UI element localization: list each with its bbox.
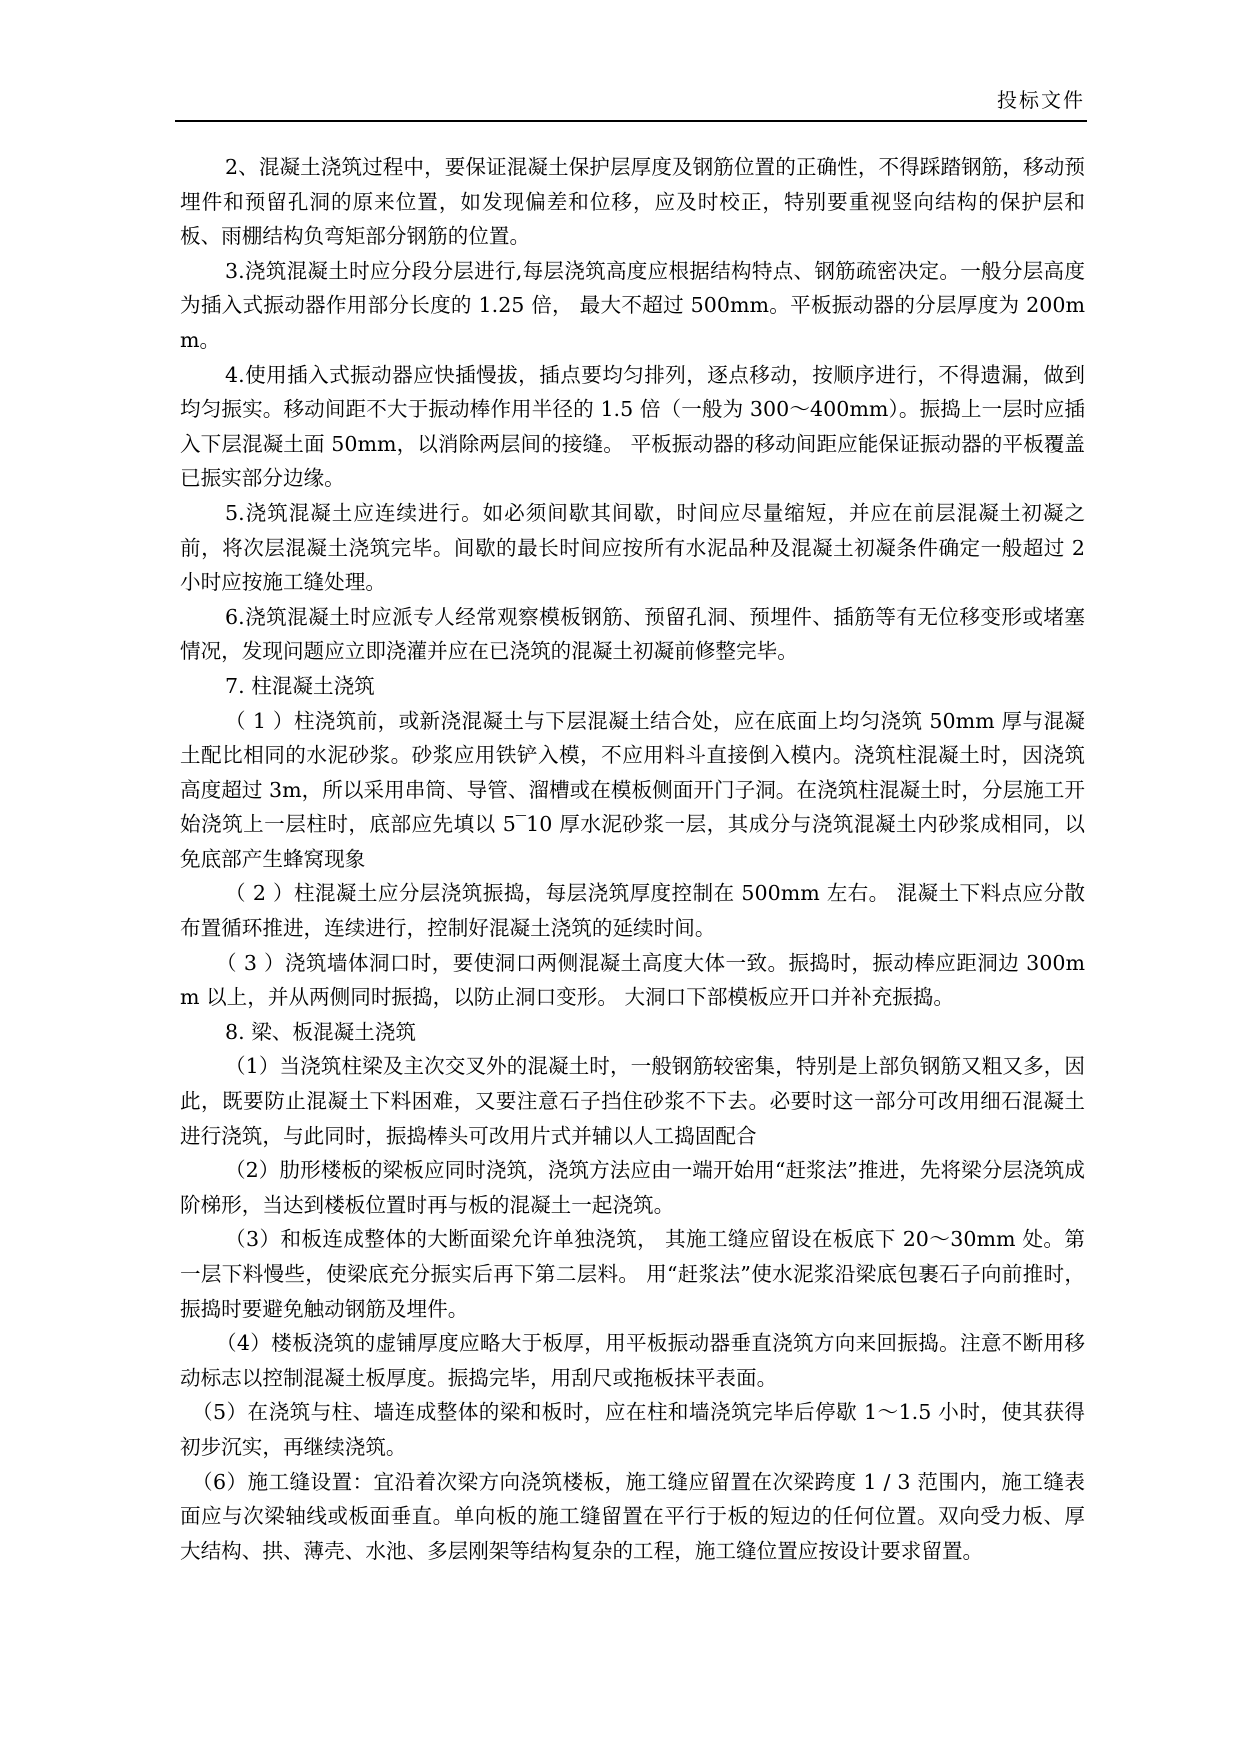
paragraph-6: 6.浇筑混凝土时应派专人经常观察模板钢筋、预留孔洞、预埋件、插筋等有无位移变形或堵塞情况，发现问题应立即浇灌并应在已浇筑的混凝土初凝前修整完毕。 — [180, 604, 1085, 664]
paragraph-7-3: （ 3 ）浇筑墙体洞口时，要使洞口两侧混凝土高度大体一致。振捣时，振动棒应距洞边 300mm 以上，并从两侧同时振捣，以防止洞口变形。 大洞口下部模板应开口并补充振捣。 — [180, 950, 1085, 1010]
paragraph-8-6: （6）施工缝设置：宜沿着次梁方向浇筑楼板，施工缝应留置在次梁跨度 1 / 3 范围内，施工缝表面应与次梁轴线或板面垂直。单向板的施工缝留置在平行于板的短边的任何位置。双向受力板、厚大结构、拱、薄壳、水池、多层刚架等结构复杂的工程，施工缝位置应按设计要求留置。 — [180, 1469, 1085, 1563]
paragraph-8-3: （3）和板连成整体的大断面梁允许单独浇筑， 其施工缝应留设在板底下 20～30mm 处。第一层下料慢些，使梁底充分振实后再下第二层料。 用“赶浆法”使水泥浆沿梁底包裹石子向前推时，振捣时要避免触动钢筋及埋件。 — [180, 1227, 1085, 1321]
paragraph-8-5: （5）在浇筑与柱、墙连成整体的梁和板时，应在柱和墙浇筑完毕后停歇 1～1.5 小时，使其获得初步沉实，再继续浇筑。 — [180, 1400, 1085, 1459]
paragraph-8-4: （4）楼板浇筑的虚铺厚度应略大于板厚，用平板振动器垂直浇筑方向来回振捣。注意不断用移动标志以控制混凝土板厚度。振捣完毕，用刮尺或拖板抹平表面。 — [180, 1331, 1085, 1390]
paragraph-4: 4.使用插入式振动器应快插慢拔，插点要均匀排列，逐点移动，按顺序进行，不得遗漏，做到均匀振实。移动间距不大于振动棒作用半径的 1.5 倍（一般为 300～400mm）。振捣上一层时应插入下层混凝土面 50mm，以消除两层间的接缝。 平板振动器的移动间距应能保证振动器的平板覆盖已振实部分边缘。 — [180, 362, 1085, 491]
paragraph-2: 2、混凝土浇筑过程中，要保证混凝土保护层厚度及钢筋位置的正确性，不得踩踏钢筋，移动预埋件和预留孔洞的原来位置，如发现偏差和位移，应及时校正，特别要重视竖向结构的保护层和板、雨棚结构负弯矩部分钢筋的位置。 — [180, 155, 1085, 249]
paragraph-8-1: （1）当浇筑柱梁及主次交叉外的混凝土时，一般钢筋较密集，特别是上部负钢筋又粗又多，因此，既要防止混凝土下料困难，又要注意石子挡住砂浆不下去。必要时这一部分可改用细石混凝土进行浇筑，与此同时，振捣棒头可改用片式并辅以人工捣固配合 — [180, 1054, 1085, 1148]
paragraph-5: 5.浇筑混凝土应连续进行。如必须间歇其间歇，时间应尽量缩短，并应在前层混凝土初凝之前，将次层混凝土浇筑完毕。间歇的最长时间应按所有水泥品种及混凝土初凝条件确定一般超过 2 小时应按施工缝处理。 — [180, 500, 1085, 595]
paragraph-8-2: （2）肋形楼板的梁板应同时浇筑，浇筑方法应由一端开始用“赶浆法”推进，先将梁分层浇筑成阶梯形，当达到楼板位置时再与板的混凝土一起浇筑。 — [180, 1158, 1085, 1217]
section-heading-7: 7. 柱混凝土浇筑 — [225, 673, 375, 698]
paragraph-7-1: （ 1 ）柱浇筑前，或新浇混凝土与下层混凝土结合处，应在底面上均匀浇筑 50mm 厚与混凝土配比相同的水泥砂浆。砂浆应用铁铲入模，不应用料斗直接倒入模内。浇筑柱混凝土时，因浇筑高度超过 3m，所以采用串筒、导管、溜槽或在模板侧面开门子洞。在浇筑柱混凝土时，分层施工开始浇筑上一层柱时，底部应先填以 5‾10 厚水泥砂浆一层，其成分与浇筑混凝土内砂浆成相同，以免底部产生蜂窝现象 — [180, 708, 1085, 871]
document-body — [180, 150, 1085, 1568]
section-heading-8: 8. 梁、板混凝土浇筑 — [225, 1019, 416, 1044]
header-title: 投标文件 — [997, 88, 1085, 112]
paragraph-7-2: （ 2 ）柱混凝土应分层浇筑振捣，每层浇筑厚度控制在 500mm 左右。 混凝土下料点应分散布置循环推进，连续进行，控制好混凝土浇筑的延续时间。 — [180, 881, 1085, 941]
page-header — [175, 86, 1087, 122]
paragraph-3: 3.浇筑混凝土时应分段分层进行,每层浇筑高度应根据结构特点、钢筋疏密决定。一般分层高度为插入式振动器作用部分长度的 1.25 倍， 最大不超过 500mm。平板振动器的分层厚度为 200mm。 — [180, 258, 1085, 352]
